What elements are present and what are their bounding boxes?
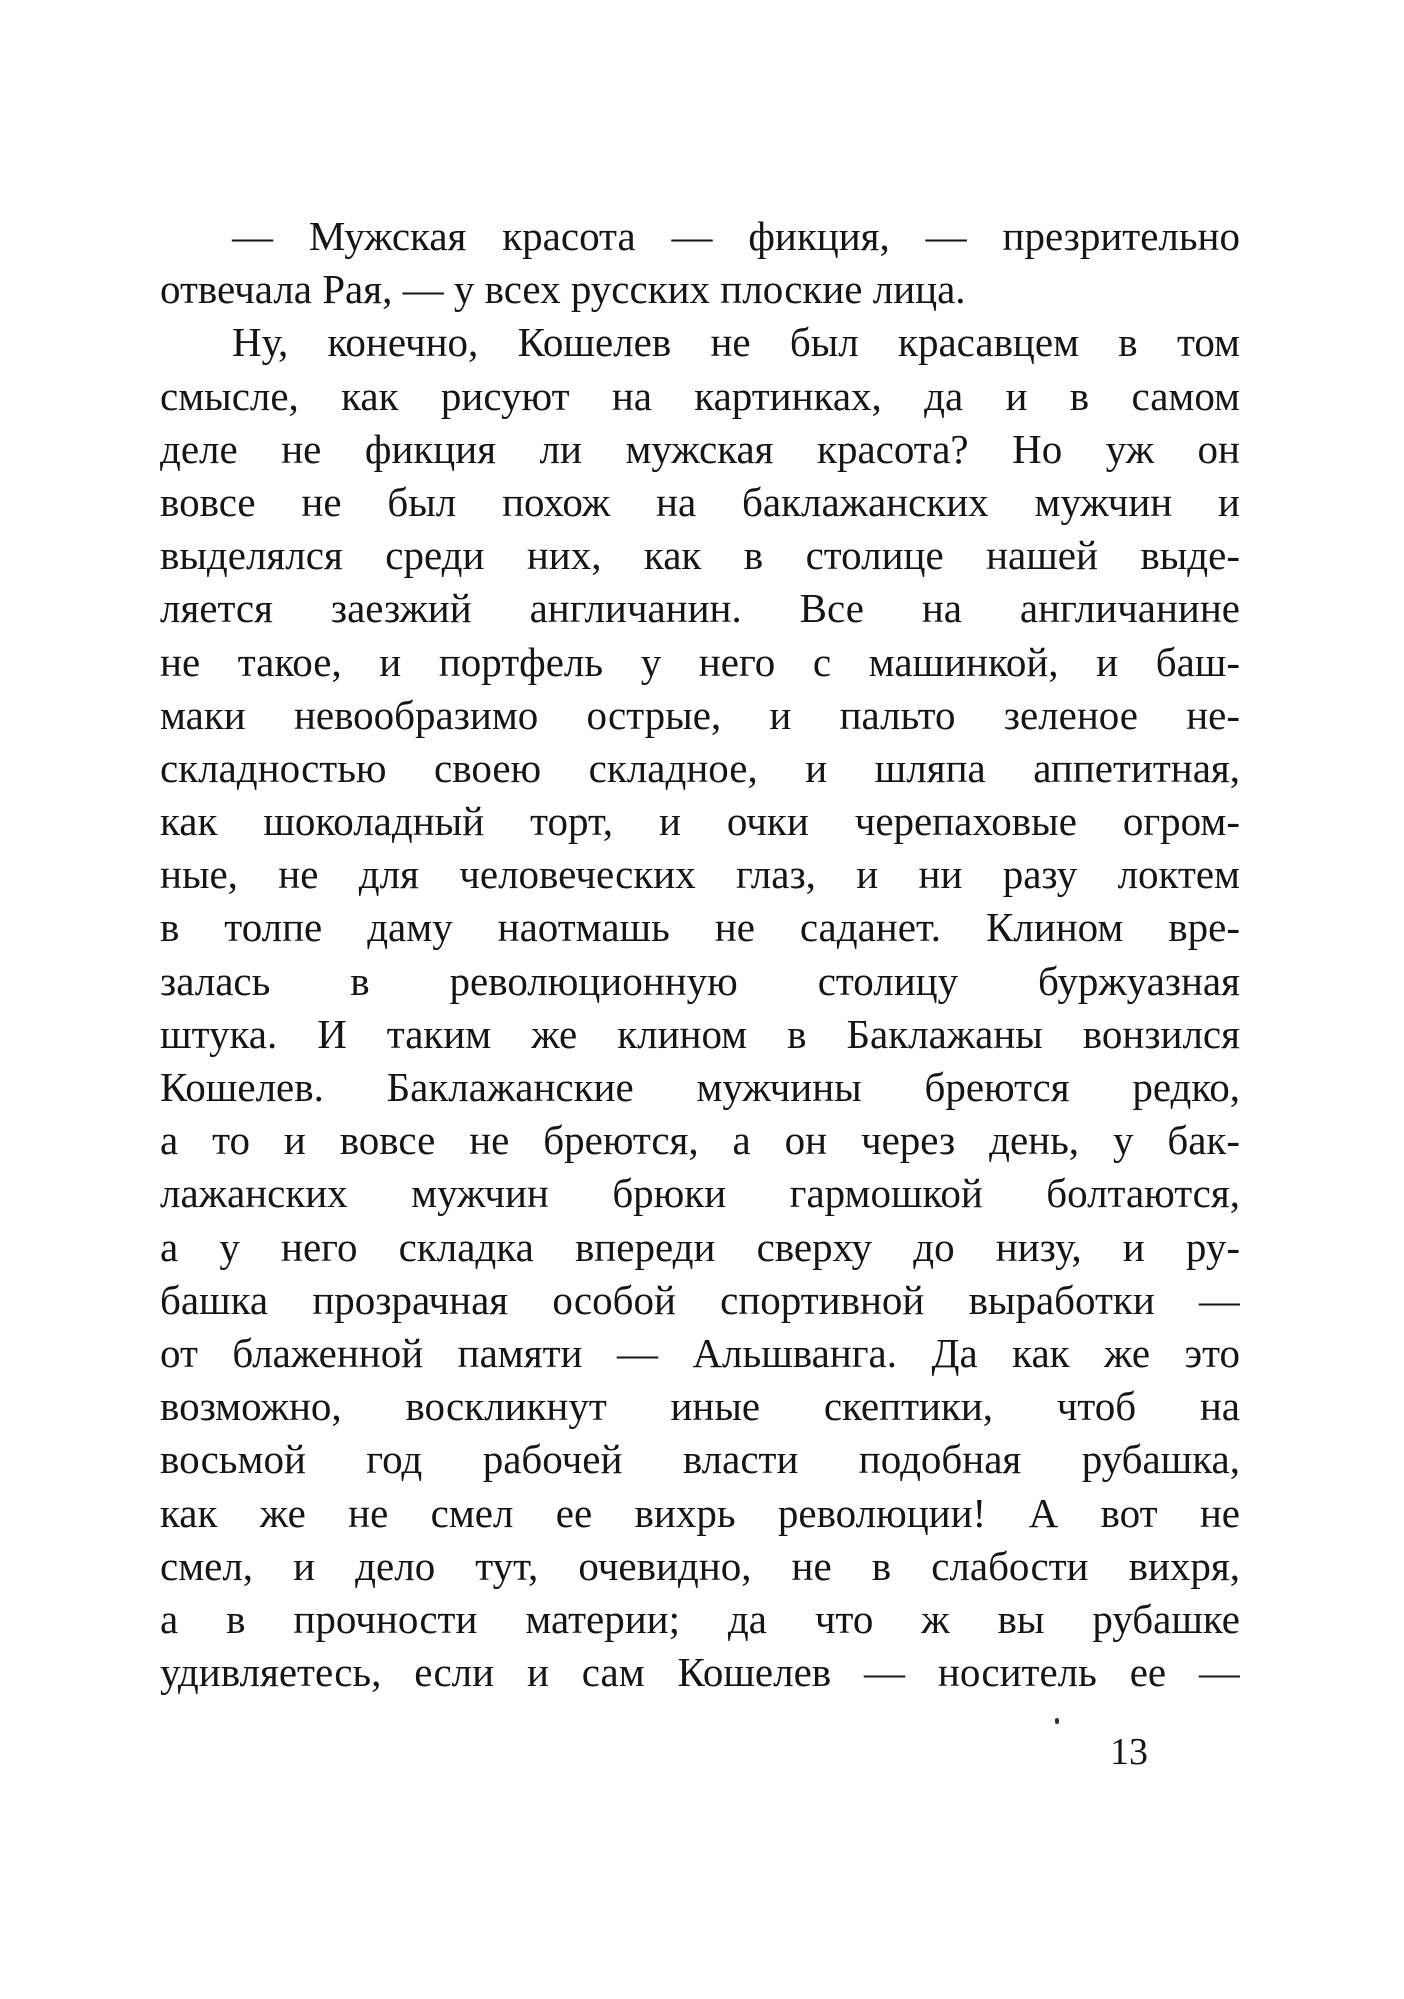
text-line: смел, и дело тут, очевидно, не в слабости вихря, (160, 1542, 1240, 1589)
text-line: залась в революционную столицу буржуазная (160, 957, 1240, 1004)
text-line: выделялся среди них, как в столице нашей выде- (160, 532, 1240, 579)
text-line: штука. И таким же клином в Баклажаны вонзился (160, 1010, 1240, 1057)
text-line: возможно, воскликнут иные скептики, чтоб на (160, 1383, 1240, 1430)
text-line: как же не смел ее вихрь революции! А вот не (160, 1489, 1240, 1536)
text-line: — Мужская красота — фикция, — презрительно (232, 213, 1240, 259)
text-line: от блаженной памяти — Альшванга. Да как же это (160, 1329, 1240, 1376)
print-speck (1055, 1718, 1059, 1724)
text-line: вовсе не был похож на баклажанских мужчин и (160, 478, 1240, 525)
text-line: отвечала Рая, — у всех русских плоские лица. (160, 266, 966, 313)
text-line: смысле, как рисуют на картинках, да и в самом (160, 372, 1240, 419)
body-text (160, 210, 1240, 1699)
text-line: а у него складка впереди сверху до низу, и ру- (160, 1223, 1240, 1270)
text-line: ляется заезжий англичанин. Все на англичанине (160, 585, 1240, 632)
text-line: Ну, конечно, Кошелев не был красавцем в том (232, 319, 1240, 366)
text-line: лажанских мужчин брюки гармошкой болтаются, (160, 1170, 1240, 1217)
text-line: а то и вовсе не бреются, а он через день, у бак- (160, 1117, 1240, 1164)
text-line: деле не фикция ли мужская красота? Но уж он (160, 425, 1240, 472)
text-line: восьмой год рабочей власти подобная рубашка, (160, 1436, 1240, 1483)
text-line: в толпе даму наотмашь не саданет. Клином вре- (160, 904, 1240, 951)
text-line: как шоколадный торт, и очки черепаховые огром- (160, 798, 1240, 845)
text-line: а в прочности материи; да что ж вы рубашке (160, 1595, 1240, 1642)
text-line: Кошелев. Баклажанские мужчины бреются редко, (160, 1064, 1240, 1110)
text-line: не такое, и портфель у него с машинкой, и баш- (160, 638, 1240, 685)
text-line: складностью своею складное, и шляпа аппетитная, (160, 744, 1240, 791)
text-line: ные, не для человеческих глаз, и ни разу локтем (160, 851, 1240, 898)
page-number: 13 (1110, 1731, 1148, 1773)
text-line: башка прозрачная особой спортивной выработки — (160, 1276, 1240, 1323)
text-line: маки невообразимо острые, и пальто зеленое не- (160, 691, 1240, 738)
text-line: удивляетесь, если и сам Кошелев — носитель ее — (160, 1649, 1240, 1696)
